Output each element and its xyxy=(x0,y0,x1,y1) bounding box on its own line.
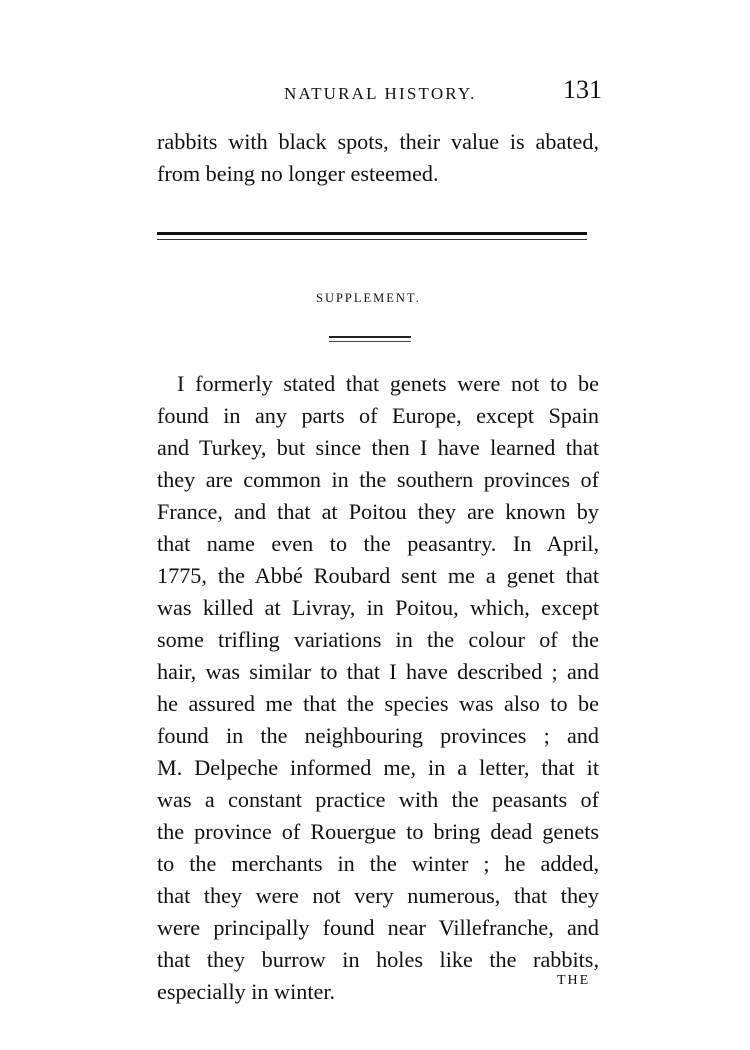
section-divider-rule-thin xyxy=(157,239,587,240)
title-ornament-rule-thin xyxy=(329,341,411,342)
page-number: 131 xyxy=(563,75,602,104)
section-title: SUPPLEMENT. xyxy=(316,291,421,305)
running-title: NATURAL HISTORY. xyxy=(284,84,477,103)
text-line: were principally found near Villefranche, and xyxy=(157,915,599,940)
text-line: was a constant practice with the peasants of xyxy=(157,787,599,812)
carryover-text xyxy=(157,126,599,190)
title-ornament-rule xyxy=(329,336,411,338)
text-line: from being no longer esteemed. xyxy=(157,161,439,186)
text-line: hair, was similar to that I have described ; and xyxy=(157,659,599,684)
text-line: they are common in the southern provinces of xyxy=(157,467,599,492)
text-line: he assured me that the species was also to be xyxy=(157,691,599,716)
text-line: some trifling variations in the colour of the xyxy=(157,627,599,652)
text-line: M. Delpeche informed me, in a letter, that it xyxy=(157,755,599,780)
text-line: and Turkey, but since then I have learned that xyxy=(157,435,599,460)
text-line: rabbits with black spots, their value is abated, xyxy=(157,129,599,154)
supplement-paragraph xyxy=(157,368,599,1008)
catchword: THE xyxy=(557,973,591,988)
text-line: that name even to the peasantry. In April, xyxy=(157,531,599,556)
text-line: I formerly stated that genets were not to be xyxy=(177,371,599,396)
text-line: 1775, the Abbé Roubard sent me a genet that xyxy=(157,563,599,588)
text-line: especially in winter. xyxy=(157,979,336,1004)
text-line: that they burrow in holes like the rabbits, xyxy=(157,947,599,972)
section-divider-rule xyxy=(157,232,587,235)
text-line: found in the neighbouring provinces ; and xyxy=(157,723,599,748)
text-line: the province of Rouergue to bring dead genets xyxy=(157,819,599,844)
text-line: to the merchants in the winter ; he added, xyxy=(157,851,599,876)
text-line: was killed at Livray, in Poitou, which, except xyxy=(157,595,599,620)
text-line: that they were not very numerous, that they xyxy=(157,883,599,908)
text-line: found in any parts of Europe, except Spain xyxy=(157,403,599,428)
text-line: France, and that at Poitou they are known by xyxy=(157,499,599,524)
